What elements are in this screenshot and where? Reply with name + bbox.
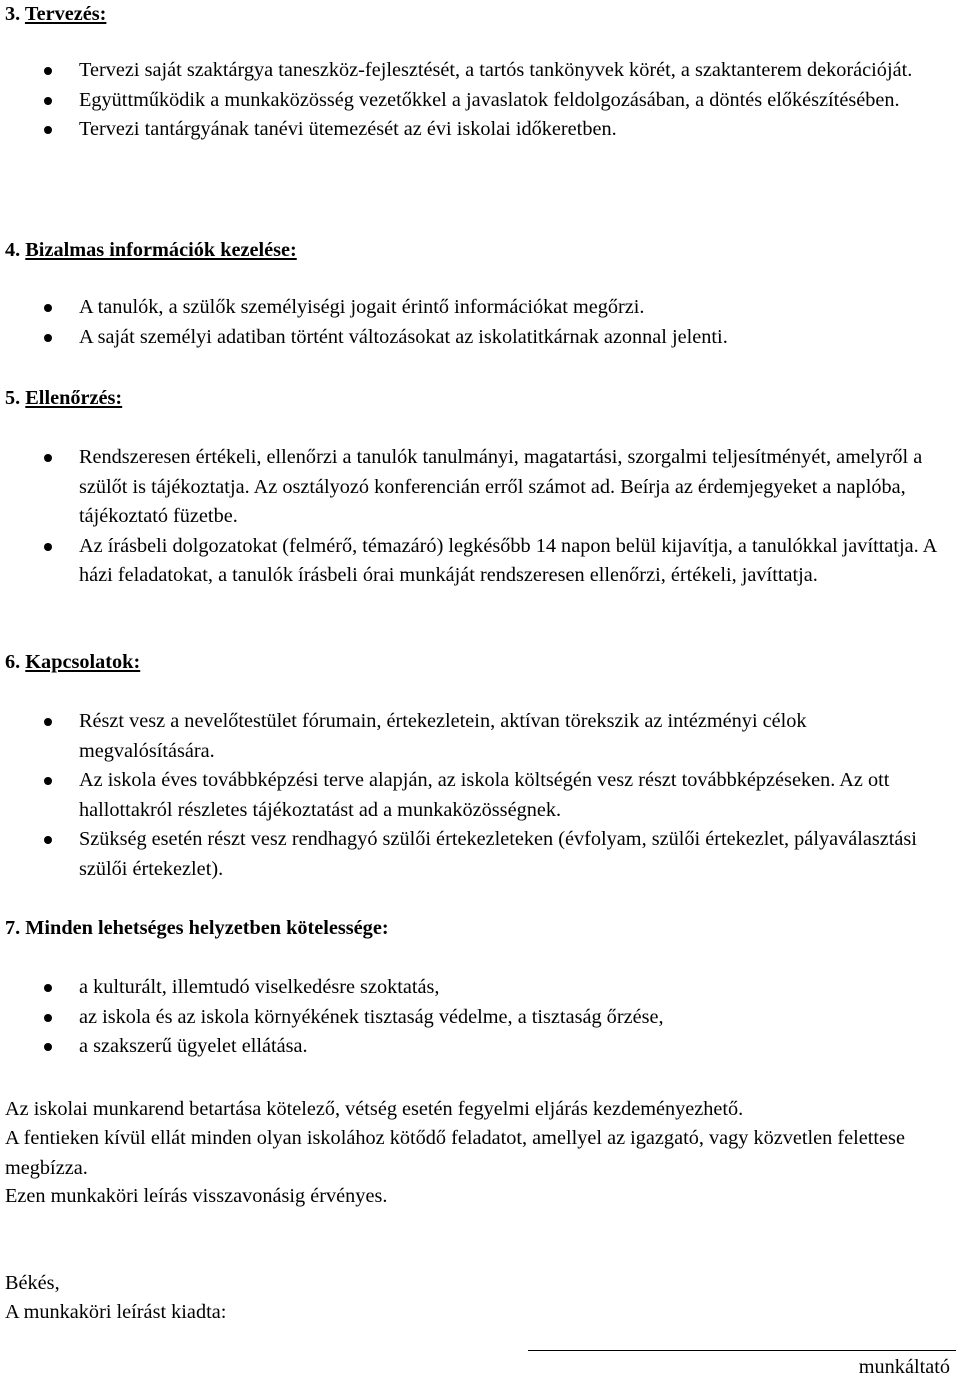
section-6-heading (5, 648, 140, 678)
list-item (0, 86, 960, 116)
list-item-text: a kulturált, illemtudó viselkedésre szoktatás, (79, 976, 440, 998)
section-number: 7. (5, 917, 26, 939)
list-item-text: Szükség esetén részt vesz rendhagyó szülői értekezleteken (évfolyam, szülői értekezlet, pályaválasztási szülői értekezlet). (79, 828, 917, 880)
closing-duties-text: A fentieken kívül ellát minden olyan iskolához kötődő feladatot, amellyel az igazgató, vagy közvetlen felettese megbízza. (5, 1127, 905, 1179)
list-item-text: Együttműködik a munkaközösség vezetőkkel a javaslatok feldolgozásában, a döntés előkészítésében. (79, 88, 900, 111)
section-title: Kapcsolatok: (25, 651, 141, 673)
section-7-heading (5, 914, 389, 944)
list-item (0, 1032, 960, 1062)
section-title: Minden lehetséges helyzetben kötelessége: (25, 917, 389, 939)
list-item (0, 293, 960, 323)
list-item-text: A saját személyi adatiban történt változásokat az iskolatitkárnak azonnal jelenti. (79, 325, 728, 348)
bullet-icon (44, 777, 52, 785)
issued-by-text: A munkaköri leírást kiadta: (5, 1301, 227, 1323)
bullet-icon (44, 126, 52, 134)
list-item-text: Rendszeresen értékeli, ellenőrzi a tanulók tanulmányi, magatartási, szorgalmi teljesítményét, amelyről a szülőt is tájékoztatja. Az osztályozó konferencián erről számot ad. Beírja az érdemjegyeket a naplóba, tájékoztató füzetbe. (79, 446, 923, 527)
section-6-list (0, 707, 960, 884)
list-item (0, 56, 960, 86)
bullet-icon (44, 97, 52, 105)
list-item (0, 115, 960, 145)
list-item (0, 707, 960, 766)
closing-validity-text: Ezen munkaköri leírás visszavonásig érvényes. (5, 1185, 388, 1207)
place-text: Békés, (5, 1272, 60, 1294)
bullet-icon (44, 454, 52, 462)
list-item-text: Részt vesz a nevelőtestület fórumain, értekezletein, aktívan törekszik az intézményi célok megvalósítására. (79, 710, 807, 762)
bullet-icon (44, 334, 52, 342)
closing-rule-text: Az iskolai munkarend betartása kötelező, vétség esetén fegyelmi eljárás kezdeményezhető. (5, 1098, 744, 1120)
signature-line (528, 1350, 956, 1351)
section-title: Tervezés: (24, 3, 107, 25)
list-item-text: a szakszerű ügyelet ellátása. (79, 1035, 308, 1057)
section-3-list (0, 56, 960, 145)
bullet-icon (44, 67, 52, 75)
section-title: Bizalmas információk kezelése: (25, 239, 297, 261)
section-number: 5. (5, 387, 26, 409)
section-number: 4. (5, 239, 26, 261)
section-4-heading (5, 236, 297, 266)
section-number: 6. (5, 651, 26, 673)
list-item-text: Tervezi tantárgyának tanévi ütemezését az évi iskolai időkeretben. (79, 118, 617, 140)
list-item (0, 443, 960, 532)
list-item (0, 825, 960, 884)
list-item (0, 766, 960, 825)
bullet-icon (44, 1014, 52, 1022)
list-item (0, 1003, 960, 1033)
list-item-text: Az írásbeli dolgozatokat (felmérő, témazáró) legkésőbb 14 napon belül kijavítja, a tanulókkal javíttatja. A házi feladatokat, a tanulók írásbeli órai munkáját rendszeresen ellenőrzi, értékeli, javíttatja. (79, 534, 937, 586)
section-4-list (0, 293, 960, 352)
list-item-text: Az iskola éves továbbképzési terve alapján, az iskola költségén vesz részt továbbképzéseken. Az ott hallottakról részletes tájékoztatást ad a munkaközösségnek. (79, 769, 890, 821)
section-5-heading (5, 384, 122, 414)
bullet-icon (44, 543, 52, 551)
bullet-icon (44, 304, 52, 312)
section-3-heading (5, 0, 106, 30)
list-item (0, 973, 960, 1003)
section-7-list (0, 973, 960, 1062)
list-item-text: A tanulók, a szülők személyiségi jogait érintő információkat megőrzi. (79, 296, 645, 318)
list-item (0, 532, 960, 591)
list-item (0, 323, 960, 353)
signature-label: munkáltató (858, 1356, 950, 1378)
bullet-icon (44, 1043, 52, 1051)
list-item-text: az iskola és az iskola környékének tisztaság védelme, a tisztaság őrzése, (79, 1005, 664, 1028)
section-title: Ellenőrzés: (25, 387, 123, 409)
bullet-icon (44, 836, 52, 844)
list-item-text: Tervezi saját szaktárgya taneszköz-fejlesztését, a tartós tankönyvek körét, a szaktanterem dekorációját. (79, 59, 913, 81)
section-5-list (0, 443, 960, 591)
bullet-icon (44, 718, 52, 726)
bullet-icon (44, 984, 52, 992)
section-number: 3. (5, 3, 25, 25)
